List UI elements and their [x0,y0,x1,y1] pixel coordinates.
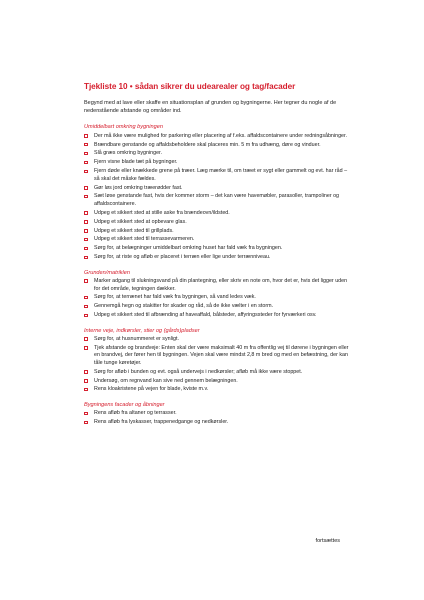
checklist-item [84,168,352,183]
checklist-item-text: Rens afløb fra altaner og terrasser. [94,410,177,417]
checklist-item [84,159,352,166]
checklist [84,133,352,262]
checklist-item [84,254,352,261]
checkbox-icon[interactable] [84,195,88,199]
checklist-item-text: Fjern døde eller knækkede grene på træer. Læg mærke til, om træet er sygt eller gammelt og evt. har råd – så skal det måske fældes. [94,168,348,182]
checkbox-icon[interactable] [84,370,88,374]
checklist-item-text: Udpeg et sikkert sted til grillplads. [94,227,174,234]
checklist-item [84,236,352,243]
checklist-section [84,124,352,262]
checklist-item-text: Tjek afstande og brandveje: Enten skal der være maksimalt 40 m fra offentlig vej til dørene i bygningen eller en brandvej, der fører hen til bygningen. Vejen skal være mindst 2,8 m bred og med en befæstning, der kan tåle tunge køretøjer. [94,344,349,366]
checkbox-icon[interactable] [84,279,88,283]
checklist-item [84,142,352,149]
checkbox-icon[interactable] [84,337,88,341]
checklist-section [84,270,352,320]
checklist-section [84,328,352,394]
checklist-item-text: Rens kloakristene på vejen for blade, kviste m.v. [94,386,209,393]
checkbox-icon[interactable] [84,211,88,215]
checklist-item-text: Fjern visne blade tæt på bygninger. [94,159,178,166]
checklist-item [84,219,352,226]
checkbox-icon[interactable] [84,220,88,224]
checklist-item [84,303,352,310]
checklist-item [84,228,352,235]
checklist-item [84,193,352,208]
checklist [84,336,352,394]
checkbox-icon[interactable] [84,379,88,383]
checklist-item-text: Udpeg et sikkert sted at stille aske fra brændeovn/ildsted. [94,209,230,216]
checklist-item [84,419,352,426]
checklist-item [84,210,352,217]
checklist-item-text: Gør løs jord omkring træerødder fast. [94,184,183,191]
checklist-item-text: Slå græs omkring bygninger. [94,150,163,157]
checklist-item-text: Udpeg et sikkert sted til terrassevarmeren. [94,236,195,243]
checkbox-icon[interactable] [84,314,88,318]
checkbox-icon[interactable] [84,161,88,165]
checklist-item-text: Udpeg et sikkert sted at opbevare glas. [94,218,187,225]
checkbox-icon[interactable] [84,152,88,156]
checklist [84,410,352,426]
checkbox-icon[interactable] [84,238,88,242]
checklist-item-text: Udpeg et sikkert sted til afbrænding af haveaffald, bålsteder, affyringssteder for fyrværkeri osv. [94,312,317,319]
checklist-item [84,410,352,417]
page-title: Tjekliste 10 • sådan sikrer du udearealer og tag/facader [84,82,296,91]
checkbox-icon[interactable] [84,412,88,416]
continued-note: fortsættes [315,538,340,544]
checklist-item-text: Sørg for, at riste og afløb er placeret i terræn eller lige under terrænniveau. [94,254,271,261]
checklist-item [84,133,352,140]
checklist-item-text: Sørg for, at terrænet har fald væk fra bygningen, så vand ledes væk. [94,294,256,301]
checklist-item [84,386,352,393]
checkbox-icon[interactable] [84,388,88,392]
checkbox-icon[interactable] [84,229,88,233]
checklist-item [84,278,352,293]
checklist-sections [84,124,352,426]
checklist-item [84,185,352,192]
section-title: Umiddelbart omkring bygningen [84,124,163,131]
checkbox-icon[interactable] [84,134,88,138]
checklist-item-text: Sørg for, at belægninger umiddelbart omkring huset har fald væk fra bygningen. [94,245,283,252]
checklist-item-text: Sørg for, at husnummeret er synligt. [94,336,179,343]
checklist-item-text: Brændbare genstande og affaldsbeholdere skal placeres min. 5 m fra udhæng, døre og vinduer. [94,141,321,148]
checklist-item [84,312,352,319]
checkbox-icon[interactable] [84,143,88,147]
checklist-item [84,378,352,385]
checklist-item-text: Undersøg, om regnvand kan sive ned gennem belægningen. [94,377,238,384]
checkbox-icon[interactable] [84,170,88,174]
checkbox-icon[interactable] [84,296,88,300]
checklist [84,278,352,320]
checkbox-icon[interactable] [84,186,88,190]
intro-paragraph: Begynd med at lave eller skaffe en situationsplan af grunden og bygningerne. Her tegner du nogle af de nedenstående afstande og områder ind. [84,100,337,114]
checklist-item [84,245,352,252]
checklist-item-text: Sæt løse genstande fast, hvis der kommer storm – det kan være havemøbler, parasoller, trampoliner og affaldscontainere. [94,193,340,207]
checklist-item-text: Rens afløb fra lyskasser, trappenedgange og nedkørsler. [94,419,229,426]
section-title: Bygningens facader og åbninger [84,401,165,408]
checkbox-icon[interactable] [84,346,88,350]
checklist-item-text: Sørg for afløb i bunden og evt. også undervejs i nedkørsler; afløb må ikke være stoppet. [94,368,303,375]
checklist-item-text: Der må ikke være mulighed for parkering eller placering af f.eks. affaldscontainere under redningsåbninger. [94,132,347,139]
checklist-item [84,294,352,301]
checkbox-icon[interactable] [84,247,88,251]
checklist-section [84,402,352,427]
checklist-item [84,369,352,376]
checkbox-icon[interactable] [84,305,88,309]
checkbox-icon[interactable] [84,256,88,260]
section-title: Interne veje, indkørsler, stier og (gårds)pladser [84,327,200,334]
checklist-item [84,345,352,367]
checklist-item-text: Gennemgå hegn og stakitter for skader og råd, så de ikke vælter i en storm. [94,303,274,310]
checklist-item [84,150,352,157]
checklist-item-text: Marker adgang til slukningsvand på din plantegning, eller skriv en note om, hvor det er, hvis det ligger uden for det område, tegningen dækker. [94,278,348,292]
checklist-item [84,336,352,343]
checkbox-icon[interactable] [84,421,88,425]
section-title: Grunden/matriklen [84,269,131,276]
checklist-content [84,82,352,435]
